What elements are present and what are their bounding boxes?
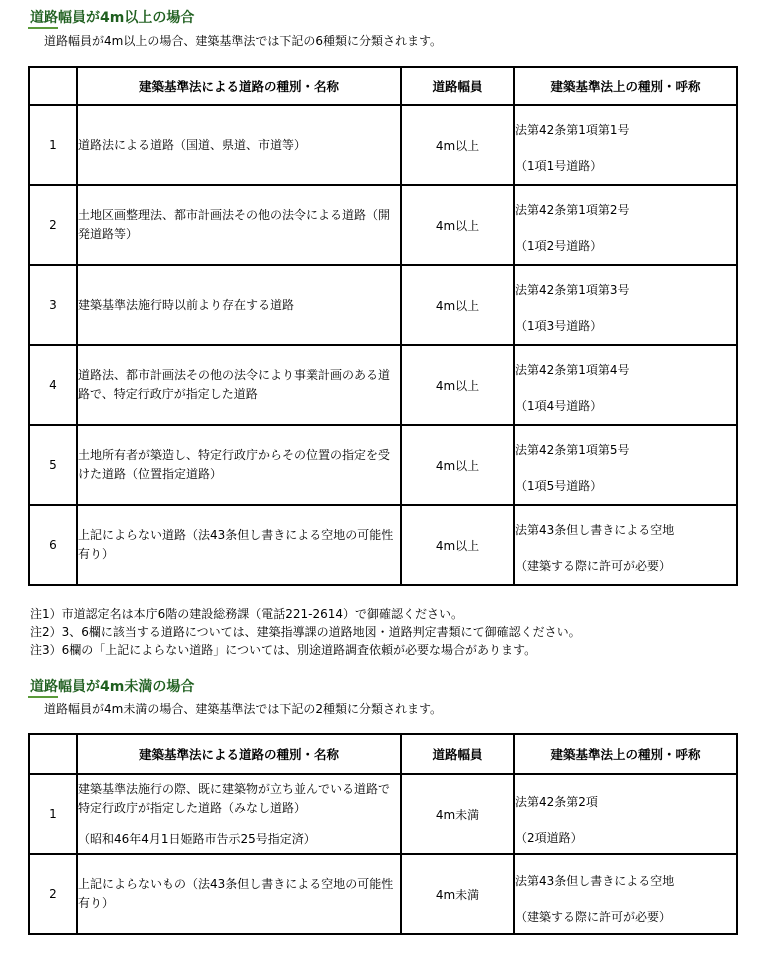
law-alias: （1項1号道路） (515, 158, 603, 173)
table-row (29, 425, 737, 505)
law-alias: （建築する際に許可が必要） (515, 910, 672, 924)
row-law-category (514, 854, 737, 934)
row-num: 2 (29, 185, 77, 265)
header-law-category: 建築基準法上の種別・呼称 (514, 67, 737, 105)
row-road-name: 土地所有者が築造し、特定行政庁からその位置の指定を受けた道路（位置指定道路） (77, 425, 401, 505)
row-road-name (77, 774, 401, 854)
note-1: 注1）市道認定名は本庁6階の建設総務課（電話221-2614）で御確認ください。 (30, 607, 464, 621)
law-alias: （1項3号道路） (515, 318, 603, 333)
law-alias: （1項4号道路） (515, 398, 603, 413)
row-num: 1 (29, 774, 77, 854)
row-road-name: 土地区画整理法、都市計画法その他の法令による道路（開発道路等） (77, 185, 401, 265)
row-road-name: 道路法、都市計画法その他の法令により事業計画のある道路で、特定行政庁が指定した道路 (77, 345, 401, 425)
law-article: 法第43条但し書きによる空地 (515, 874, 675, 888)
note-2: 注2）3、6欄に該当する道路については、建築指導課の道路地図・道路判定書類にて御確認ください。 (30, 625, 581, 639)
table-row (29, 854, 737, 934)
law-alias: （1項2号道路） (515, 238, 603, 253)
row-road-width: 4m以上 (401, 505, 514, 585)
header-law-category: 建築基準法上の種別・呼称 (514, 734, 737, 774)
row-num: 1 (29, 105, 77, 185)
header-num (29, 67, 77, 105)
section2-heading-underline (28, 696, 58, 698)
law-article: 法第43条但し書きによる空地 (515, 522, 675, 537)
row-road-width: 4m未満 (401, 854, 514, 934)
section1-heading-underline (28, 27, 58, 29)
row-num: 3 (29, 265, 77, 345)
row-law-category (514, 185, 737, 265)
table-row (29, 185, 737, 265)
row-road-width: 4m以上 (401, 185, 514, 265)
road-name-text: 建築基準法施行の際、既に建築物が立ち並んでいる道路で特定行政庁が指定した道路（みなし道路） (78, 781, 391, 815)
table-row (29, 505, 737, 585)
row-law-category (514, 105, 737, 185)
road-table-4m-or-more (28, 66, 738, 586)
header-road-type: 建築基準法による道路の種別・名称 (77, 67, 401, 105)
row-num: 4 (29, 345, 77, 425)
law-alias: （建築する際に許可が必要） (515, 558, 672, 573)
row-road-width: 4m以上 (401, 425, 514, 505)
table-row (29, 105, 737, 185)
law-article: 法第42条第1項第1号 (515, 122, 630, 137)
section1-intro: 道路幅員が4m以上の場合、建築基準法では下記の6種類に分類されます。 (44, 34, 443, 48)
row-law-category (514, 505, 737, 585)
road-name-note: （昭和46年4月1日姫路市告示25号指定済） (78, 831, 316, 846)
section2-intro: 道路幅員が4m未満の場合、建築基準法では下記の2種類に分類されます。 (44, 702, 443, 716)
row-road-name: 上記によらない道路（法43条但し書きによる空地の可能性有り） (77, 505, 401, 585)
note-3: 注3）6欄の「上記によらない道路」については、別途道路調査依頼が必要な場合があります。 (30, 643, 537, 657)
row-num: 5 (29, 425, 77, 505)
row-law-category (514, 265, 737, 345)
header-road-width: 道路幅員 (401, 67, 514, 105)
row-road-width: 4m以上 (401, 265, 514, 345)
table-row (29, 345, 737, 425)
row-road-name: 道路法による道路（国道、県道、市道等） (77, 105, 401, 185)
law-article: 法第42条第1項第3号 (515, 282, 630, 297)
row-road-name: 上記によらないもの（法43条但し書きによる空地の可能性有り） (77, 854, 401, 934)
law-article: 法第42条第1項第2号 (515, 202, 630, 217)
header-road-width: 道路幅員 (401, 734, 514, 774)
law-alias: （2項道路） (515, 831, 583, 845)
law-alias: （1項5号道路） (515, 478, 603, 493)
notes-block (30, 605, 581, 659)
row-law-category (514, 774, 737, 854)
row-road-width: 4m未満 (401, 774, 514, 854)
section2-heading: 道路幅員が4m未満の場合 (30, 679, 195, 695)
table-header-row (29, 734, 737, 774)
road-table-under-4m (28, 733, 738, 935)
row-road-width: 4m以上 (401, 345, 514, 425)
row-law-category (514, 345, 737, 425)
table-row (29, 265, 737, 345)
row-num: 6 (29, 505, 77, 585)
row-num: 2 (29, 854, 77, 934)
row-law-category (514, 425, 737, 505)
row-road-width: 4m以上 (401, 105, 514, 185)
law-article: 法第42条第2項 (515, 795, 598, 809)
law-article: 法第42条第1項第4号 (515, 362, 630, 377)
table-header-row (29, 67, 737, 105)
header-num (29, 734, 77, 774)
header-road-type: 建築基準法による道路の種別・名称 (77, 734, 401, 774)
law-article: 法第42条第1項第5号 (515, 442, 630, 457)
row-road-name: 建築基準法施行時以前より存在する道路 (77, 265, 401, 345)
table-row (29, 774, 737, 854)
section1-heading: 道路幅員が4m以上の場合 (30, 10, 195, 26)
